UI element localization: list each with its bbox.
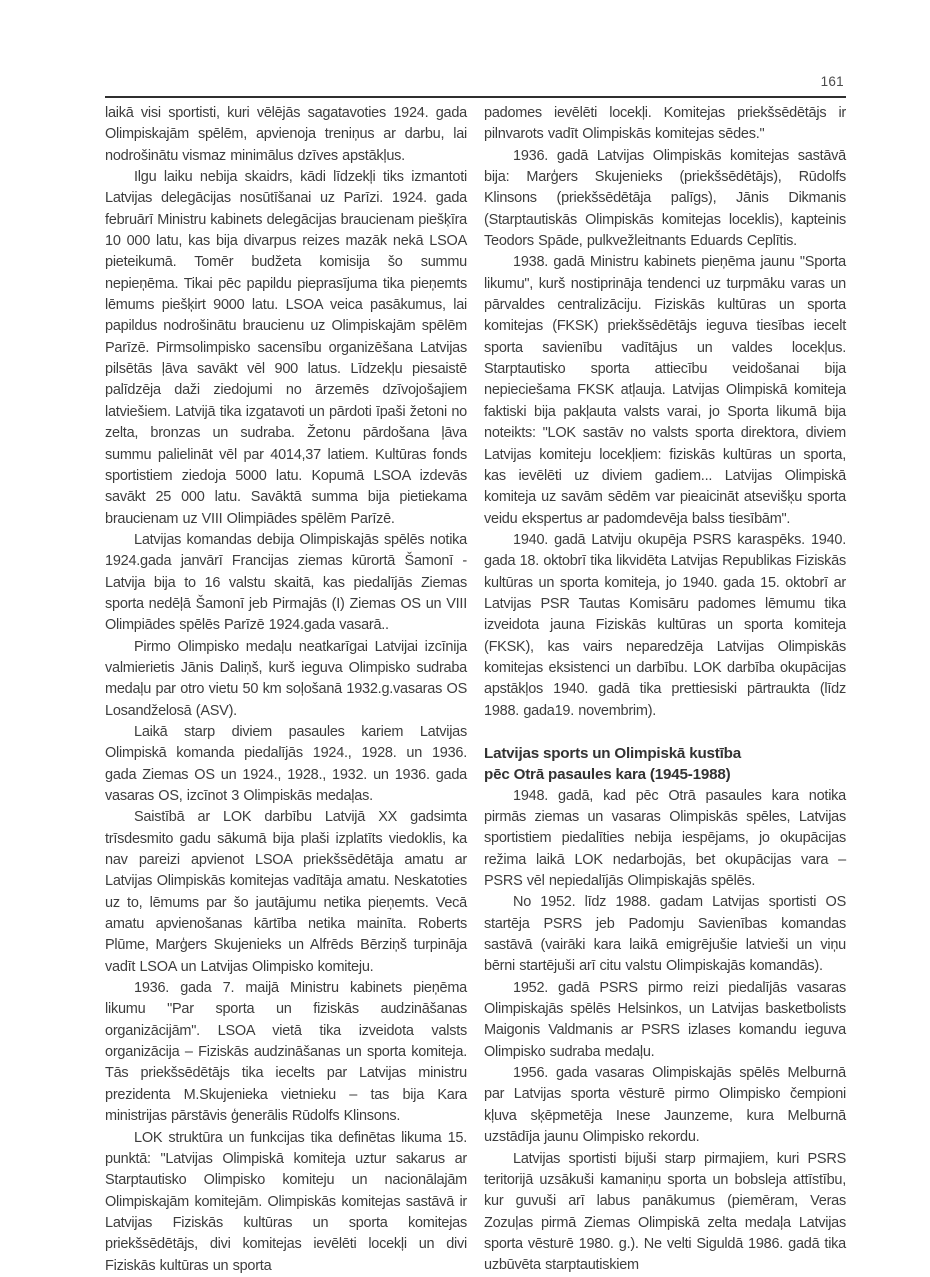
left-column xyxy=(105,103,467,1277)
paragraph: Latvijas sportisti bijuši starp pirmajiem, kuri PSRS teritorijā uzsākuši kamaniņu sporta un bobsleja attīstību, kur guvuši arī labus panākumus (piemēram, Veras Zozuļas pirmā Ziemas Olimpiskā zelta medaļa Latvijas sporta vēsturē 1980. g.). Ne velti Siguldā 1986. gadā tika uzbūvēta starptautiskiem xyxy=(484,1150,846,1274)
section-heading-line1: Latvijas sports un Olimpiskā kustība xyxy=(484,744,741,762)
paragraph: Ilgu laiku nebija skaidrs, kādi līdzekļi tiks izmantoti Latvijas delegācijas nosūtīšanai uz Parīzi. 1924. gada februārī Ministru kabinets delegācijas braucienam piešķīra 10 000 latu, kas bija divarpus reizes mazāk nekā LSOA pieteikumā. Tomēr budžeta komisija šo summu nepieņēma. Tikai pēc papildu pieprasījuma tika pieņemts lēmums piešķirt 9000 latu. LSOA veica pasākumus, lai papildus nodrošinātu braucienu uz Olimpiskajām spēlēm Parīzē. Pirmsolimpisko sacensību organizēšana Latvijas pilsētās ļāva savākt vēl 900 latus. Līdzekļu piesaistē palīdzēja daži ziedojumi no ārzemēs dzīvojošajiem latviešiem. Latvijā tika izgatavoti un pārdoti īpaši žetoni no zelta, bronzas un sudraba. Žetonu pārdošana ļāva summu palielināt vēl par 4014,37 latiem. Kultūras fonds sportistiem ziedoja 5000 latu. Kopumā LSOA izdevās savākt 25 000 latu. Savāktā summa bija pietiekama braucienam uz VIII Olimpiādes spēlēm Parīzē. xyxy=(105,169,467,527)
paragraph: LOK struktūra un funkcijas tika definētas likuma 15. punktā: "Latvijas Olimpiskā komiteja uztur sakarus ar Starptautisko Olimpisko komiteju un nacionālajām Olimpiskajām komitejām. Olimpiskās komitejas sastāvā ir Latvijas Fiziskās kultūras un sporta komitejas priekšsēdētājs, divi komitejas ievēlēti locekļi un divi Fiziskās kultūras un sporta xyxy=(105,1129,467,1274)
paragraph: 1948. gadā, kad pēc Otrā pasaules kara notika pirmās ziemas un vasaras Olimpiskās spēles, Latvijas sportistiem piedalīties nebija iespējams, jo okupācijas režima laikā LOK nedarbojās, bet okupācijas vara – PSRS vēl nepiedalījās Olimpiskajās spēlēs. xyxy=(484,787,846,890)
paragraph: 1936. gadā Latvijas Olimpiskās komitejas sastāvā bija: Marģers Skujenieks (priekšsēdētājs), Rūdolfs Klinsons (priekšsēdētāja palīgs), Jānis Dikmanis (Starptautiskās Olimpiskās komitejas loceklis), kapteinis Teodors Spāde, pulkvežleitnants Eduards Ceplītis. xyxy=(484,147,846,250)
section-heading-line2: pēc Otrā pasaules kara (1945-1988) xyxy=(484,766,731,784)
page-number: 161 xyxy=(820,74,844,89)
header-rule xyxy=(105,96,846,98)
paragraph: 1940. gadā Latviju okupēja PSRS karaspēks. 1940. gada 18. oktobrī tika likvidēta Latvijas Republikas Fiziskās kultūras un sporta komiteja, jo 1940. gada 15. oktobrī ar Latvijas PSR Tautas Komisāru padomes lēmumu tika izveidota jauna Fiziskās kultūras un sporta komiteja (FKSK), kas vairs neparedzēja Latvijas Olimpiskās komitejas eksistenci un darbību. LOK darbība okupācijas apstākļos 1940. gadā tika prettiesiski pārtraukta (līdz 1988. gada19. novembrim). xyxy=(484,531,846,719)
paragraph: Laikā starp diviem pasaules kariem Latvijas Olimpiskā komanda piedalījās 1924., 1928. un 1936. gada Ziemas OS un 1924., 1928., 1932. un 1936. gada vasaras OS, izcīnot 3 Olimpiskās medaļas. xyxy=(105,723,467,804)
paragraph: padomes ievēlēti locekļi. Komitejas priekšsēdētājs ir pilnvarots vadīt Olimpiskās komitejas sēdes." xyxy=(484,105,846,143)
section-heading xyxy=(484,743,846,786)
paragraph: No 1952. līdz 1988. gadam Latvijas sportisti OS startēja PSRS jeb Padomju Savienības komandas sastāvā (vairāki kara laikā emigrējušie latvieši un viņu bērni startējuši arī citu valstu Olimpiskajās komandās). xyxy=(484,894,846,975)
paragraph: Pirmo Olimpisko medaļu neatkarīgai Latvijai izcīnija valmierietis Jānis Daliņš, kurš ieguva Olimpisko sudraba medaļu par otro vietu 50 km soļošanā 1932.g.vasaras OS Losandželosā (ASV). xyxy=(105,638,467,719)
paragraph: 1952. gadā PSRS pirmo reizi piedalījās vasaras Olimpiskajās spēlēs Helsinkos, un Latvijas basketbolists Maigonis Valdmanis ar PSRS izlases komandu ieguva Olimpisko sudraba medaļu. xyxy=(484,979,846,1060)
paragraph: 1938. gadā Ministru kabinets pieņēma jaunu "Sporta likumu", kurš nostiprināja tendenci uz turpmāku varas un pārvaldes centralizāciju. Fiziskās kultūras un sporta komitejas (FKSK) priekšsēdētājs ieguva tiesības iecelt sporta savienību vadītājus un valdes locekļus. Starptautisko sporta attiecību veidošanai bija nepieciešama FKSK atļauja. Latvijas Olimpiskā komiteja faktiski bija pakļauta valsts varai, jo Sporta likumā bija noteikts: "LOK sastāv no valsts sporta direktora, diviem Latvijas komiteju locekļiem: fiziskās kultūras un sporta, kas ievēlēti uz diviem gadiem... Latvijas Olimpiskā komiteja uz savām sēdēm var pieaicināt atsevišķu sporta veidu ekspertus ar padomdevēja balss tiesībām". xyxy=(484,254,846,527)
paragraph: 1936. gada 7. maijā Ministru kabinets pieņēma likumu "Par sporta un fiziskās audzināšanas organizācijām". LSOA vietā tika izveidota valsts organizācija – Fiziskās audzināšanas un sporta komiteja. Tās priekšsēdētājs tika iecelts par Latvijas ministru prezidenta M.Skujenieka vietnieku – tas bija Kara ministrijas pārstāvis ģenerālis Rūdolfs Klinsons. xyxy=(105,980,467,1125)
paragraph: 1956. gada vasaras Olimpiskajās spēlēs Melburnā par Latvijas sporta vēsturē pirmo Olimpisko čempioni kļuva sķēpmetēja Inese Jaunzeme, kura Melburnā uzstādīja jaunu Olimpisko rekordu. xyxy=(484,1065,846,1146)
text-columns xyxy=(105,103,846,1277)
paragraph: Latvijas komandas debija Olimpiskajās spēlēs notika 1924.gada janvārī Francijas ziemas kūrortā Šamonī - Latvija bija to 16 valstu skaitā, kas piedalījās Ziemas sporta nedēļā Šamonī jeb Pirmajās (I) Ziemas OS un VIII Olimpiādes spēlēs Parīzē 1924.gada vasarā.. xyxy=(105,531,467,634)
right-column xyxy=(484,103,846,1277)
paragraph: laikā visi sportisti, kuri vēlējās sagatavoties 1924. gada Olimpiskajām spēlēm, apvienoja treniņus ar darbu, lai nodrošinātu vismaz minimālus dzīves apstākļus. xyxy=(105,105,467,164)
paragraph: Saistībā ar LOK darbību Latvijā XX gadsimta trīsdesmito gadu sākumā bija plaši izplatīts viedoklis, ka nav pareizi apvienot LSOA priekšsēdētāja amatu ar Latvijas Olimpiskās komitejas vadītāja amatu. Neskatoties uz to, lēmums par šo jautājumu netika pieņemts. Vecā amatu apvienošanas kārtība netika mainīta. Roberts Plūme, Marģers Skujenieks un Alfrēds Bērziņš turpināja vadīt LSOA un Latvijas Olimpisko komiteju. xyxy=(105,809,467,975)
